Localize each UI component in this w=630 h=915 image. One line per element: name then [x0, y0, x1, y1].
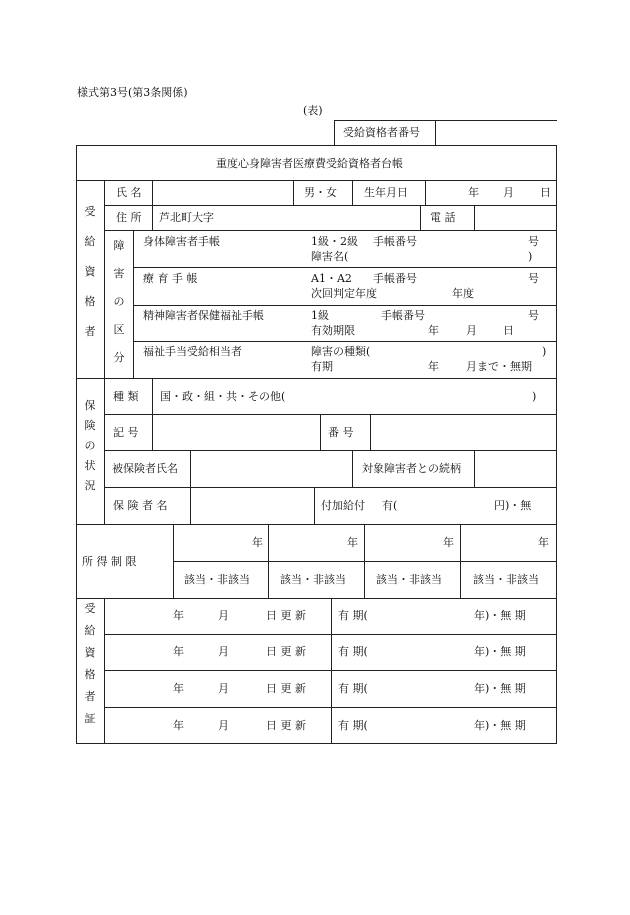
address-label: 住 所	[116, 211, 142, 224]
insured-name-field[interactable]	[192, 452, 350, 485]
form-number: 様式第3号(第3条関係)	[77, 86, 188, 99]
dob-label: 生年月日	[364, 186, 408, 199]
insurance-symbol-field[interactable]	[154, 416, 318, 448]
document-page: 様式第3号(第3条関係) (表) 受給資格者番号 重度心身障害者医療費受給資格者台帳 受 給 資 格 者 氏 名 男・女 生年月日 年 月 日 住 所 芦北町大字 電 話 障 害 の 区 分 身体障害者手帳 1級・2級 手帳番号 号 障害名( ) 療 育 手 帳 A1・A2 手帳番号 号 次回判定年度 年度 精神障害者保健福祉手帳 1級 手帳番号 号 有効期限 年 月 日 福祉手当受給相当者 障害の種類( ) 有期 年 月まで・無期 保 険 の 状 況 種 類 国・政・組・共・その他( ) 記 号 番 号 被保険者氏名 対象障害者との続柄 保 険 者 名 付加給付 有( 円)・無 所 得 制 限 年 該当・非該当 年 該当・非該当 年 該当・非該当 年 該当・非該当 受 給 資 格 者 証 年 月 日 更 新 有 期( 年)・無 期 年 月 日 更 新 有 期( 年)・無 期 年 月 日 更 新 有 期( 年)・無 期 年 月 日 更 新 有 期( 年)・無 期	[0, 0, 630, 915]
name-label: 氏 名	[116, 186, 142, 199]
relation-label: 対象障害者との続柄	[362, 462, 461, 475]
insurance-type-options[interactable]: 国・政・組・共・その他(	[160, 390, 286, 403]
ledger-title: 重度心身障害者医療費受給資格者台帳	[216, 157, 403, 170]
insured-name-label: 被保険者氏名	[112, 462, 178, 475]
insurance-symbol-label: 記 号	[113, 426, 139, 439]
address-value[interactable]: 芦北町大字	[159, 211, 214, 224]
insurance-type-close: )	[532, 390, 537, 403]
relation-field[interactable]	[476, 452, 554, 485]
disability-label: 障 害 の 区 分	[113, 239, 125, 364]
extra-benefit-no[interactable]: 円)・無	[494, 499, 532, 512]
qualified-group-label: 受 給 資 格 者	[84, 205, 96, 338]
dob-month: 月	[503, 186, 514, 199]
phone-label: 電 話	[430, 211, 456, 224]
name-field[interactable]	[154, 182, 292, 204]
form-side-label: (表)	[303, 104, 323, 117]
phone-field[interactable]	[476, 207, 554, 229]
insurance-type-label: 種 類	[113, 390, 139, 403]
insurance-number-field[interactable]	[372, 416, 554, 448]
recipient-number-label: 受給資格者番号	[343, 126, 420, 139]
dob-day: 日	[540, 186, 551, 199]
extra-benefit-label: 付加給付	[321, 499, 365, 512]
income-limit-label: 所 得 制 限	[82, 555, 137, 568]
dob-year: 年	[468, 186, 479, 199]
extra-benefit-yes[interactable]: 有(	[382, 499, 398, 512]
sex-options[interactable]: 男・女	[304, 186, 337, 199]
insurance-number-label: 番 号	[328, 426, 354, 439]
recipient-number-value[interactable]	[437, 122, 555, 144]
certificate-group-label: 受 給 資 格 者 証	[84, 602, 96, 725]
insurer-name-label: 保 険 者 名	[113, 499, 168, 512]
insurance-group-label: 保 険 の 状 況	[84, 399, 96, 492]
insurer-name-field[interactable]	[192, 489, 312, 522]
